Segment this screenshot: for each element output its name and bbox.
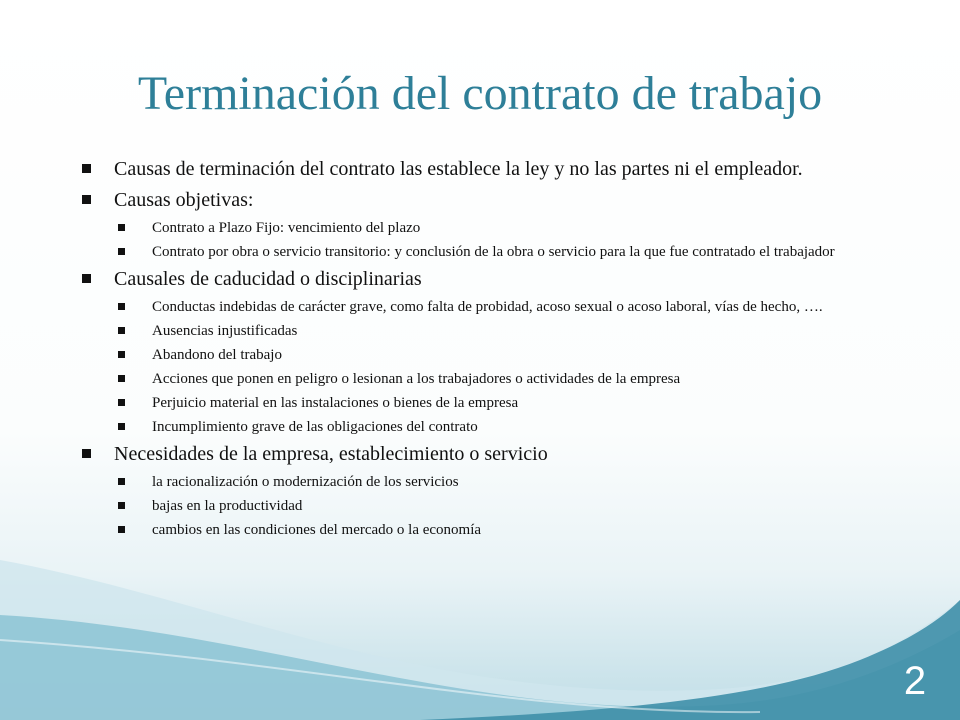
bullet-text: Necesidades de la empresa, establecimiento o servicio <box>114 443 548 465</box>
square-bullet-icon <box>82 164 91 173</box>
square-bullet-icon <box>118 502 125 509</box>
bullet-item <box>82 187 906 214</box>
bullet-item <box>82 156 906 183</box>
sub-bullet-text: Acciones que ponen en peligro o lesionan a los trabajadores o actividades de la empresa <box>152 371 681 387</box>
sub-bullet-text: Contrato por obra o servicio transitorio: y conclusión de la obra o servicio para la que fue contratado el trabajador <box>152 244 835 260</box>
sub-bullet-text: Contrato a Plazo Fijo: vencimiento del plazo <box>152 220 421 236</box>
sub-bullet-text: la racionalización o modernización de los servicios <box>152 474 459 490</box>
bullet-text: Causas de terminación del contrato las establece la ley y no las partes ni el empleador. <box>114 158 803 180</box>
square-bullet-icon <box>118 478 125 485</box>
square-bullet-icon <box>118 224 125 231</box>
sub-bullet-item <box>82 472 906 493</box>
sub-bullet-text: Abandono del trabajo <box>152 347 282 363</box>
bullet-item <box>82 266 906 293</box>
sub-bullet-item <box>82 321 906 342</box>
sub-bullet-item <box>82 345 906 366</box>
square-bullet-icon <box>118 303 125 310</box>
bullet-text: Causas objetivas: <box>114 189 254 211</box>
sub-bullet-text: Ausencias injustificadas <box>152 323 298 339</box>
square-bullet-icon <box>118 351 125 358</box>
sub-bullet-text: bajas en la productividad <box>152 498 303 514</box>
square-bullet-icon <box>82 449 91 458</box>
slide-body <box>82 156 906 544</box>
square-bullet-icon <box>82 274 91 283</box>
bullet-text: Causales de caducidad o disciplinarias <box>114 268 422 290</box>
sub-bullet-item <box>82 218 906 239</box>
square-bullet-icon <box>118 327 125 334</box>
square-bullet-icon <box>118 399 125 406</box>
sub-bullet-item <box>82 369 906 390</box>
sub-bullet-text: cambios en las condiciones del mercado o la economía <box>152 522 482 538</box>
sub-bullet-text: Perjuicio material en las instalaciones o bienes de la empresa <box>152 395 519 411</box>
slide-title: Terminación del contrato de trabajo <box>137 67 823 120</box>
square-bullet-icon <box>118 248 125 255</box>
sub-bullet-item <box>82 496 906 517</box>
sub-bullet-item <box>82 242 906 263</box>
sub-bullet-item <box>82 297 906 318</box>
square-bullet-icon <box>82 195 91 204</box>
sub-bullet-item <box>82 520 906 541</box>
page-number: 2 <box>903 659 927 703</box>
sub-bullet-text: Conductas indebidas de carácter grave, como falta de probidad, acoso sexual o acoso laboral, vías de hecho, …. <box>152 299 823 315</box>
sub-bullet-text: Incumplimiento grave de las obligaciones del contrato <box>152 419 478 435</box>
sub-bullet-item <box>82 393 906 414</box>
bullet-item <box>82 441 906 468</box>
sub-bullet-item <box>82 417 906 438</box>
square-bullet-icon <box>118 375 125 382</box>
square-bullet-icon <box>118 423 125 430</box>
square-bullet-icon <box>118 526 125 533</box>
